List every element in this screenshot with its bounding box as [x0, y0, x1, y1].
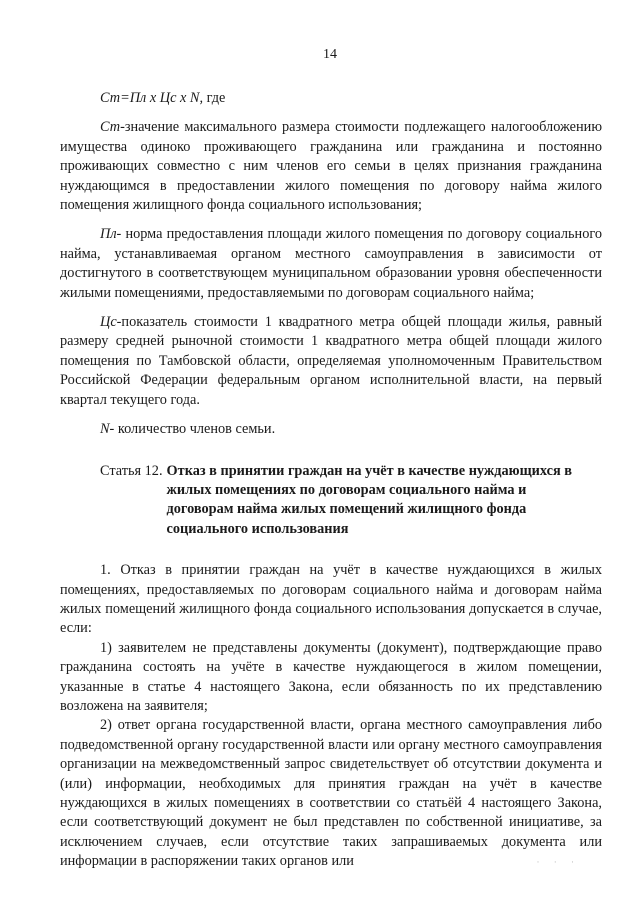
article-heading	[60, 462, 602, 540]
paragraph-1-item-2: 2) ответ органа государственной власти, органа местного самоуправления либо подведомственной органу государственной власти или органу местного самоуправления организации на межведомственный запрос свидетельствует об отсутствии документа и (или) информации, необходимых для принятия граждан на учёт в качестве нуждающихся в жилых помещениях в соответствии со статьёй 4 настоящего Закона, если соответствующий документ не был представлен по собственной инициативе, за исключением случаев, если отсутствие таких запрашиваемых документа или информации в распоряжении таких органов или	[60, 717, 602, 870]
article-title: Отказ в принятии граждан на учёт в качестве нуждающихся в жилых помещениях по договорам социального найма и договорам найма жилых помещений жилищного фонда социального использования	[166, 462, 572, 537]
article-number: Статья 12.	[100, 462, 163, 479]
paragraph-1-item-1: 1) заявителем не представлены документы (документ), подтверждающие право гражданина состоять на учёте в качестве нуждающегося в жилом помещении, указанные в статье 4 настоящего Закона, если обязанность по их представлению возложена на заявителя;	[60, 639, 602, 714]
formula: Ст=Пл х Цс х N,	[100, 90, 204, 106]
paragraph-1: 1. Отказ в принятии граждан на учёт в качестве нуждающихся в жилых помещениях, предоставляемых по договорам социального найма и договорам найма жилых помещений жилищного фонда социального использования допускается в случае, если:	[60, 562, 602, 637]
definition-cs	[60, 313, 602, 410]
definition-text: - количество членов семьи.	[109, 421, 276, 438]
definition-text: норма предоставления площади жилого помещения по договору социального найма, устанавливаемая органом местного самоуправления в зависимости от достигнутого в соответствующем муниципальном образовании уровня обеспеченности жилыми помещениями, предоставляемыми по договорам социального найма;	[60, 226, 602, 301]
definition-term: Цс	[100, 314, 117, 331]
definition-term: Ст	[100, 119, 121, 136]
definition-term: Пл-	[100, 226, 122, 243]
scan-artifacts: · · ·	[536, 857, 580, 867]
definition-pl	[60, 225, 602, 303]
page-content	[60, 82, 602, 872]
definition-n	[60, 420, 602, 439]
definition-term: N	[100, 421, 110, 438]
definition-text: -значение максимального размера стоимости подлежащего налогообложению имущества одиноко проживающего гражданина или гражданина и постоянно проживающих совместно с ним членов его семьи в целях признания гражданина нуждающимся в предоставлении жилого помещения по договору найма жилого помещения жилищного фонда социального использования;	[60, 119, 602, 214]
definition-text: -показатель стоимости 1 квадратного метра общей площади жилья, равный размеру средней рыночной стоимости 1 квадратного метра общей площади жилого помещения по Тамбовской области, определяемая уполномоченным Правительством Российской Федерации федеральным органом исполнительной власти, на первый квартал текущего года.	[60, 314, 602, 408]
page-number: 14	[323, 47, 337, 62]
formula-suffix: где	[203, 90, 226, 106]
definition-st	[60, 118, 602, 215]
formula-line	[60, 89, 602, 108]
